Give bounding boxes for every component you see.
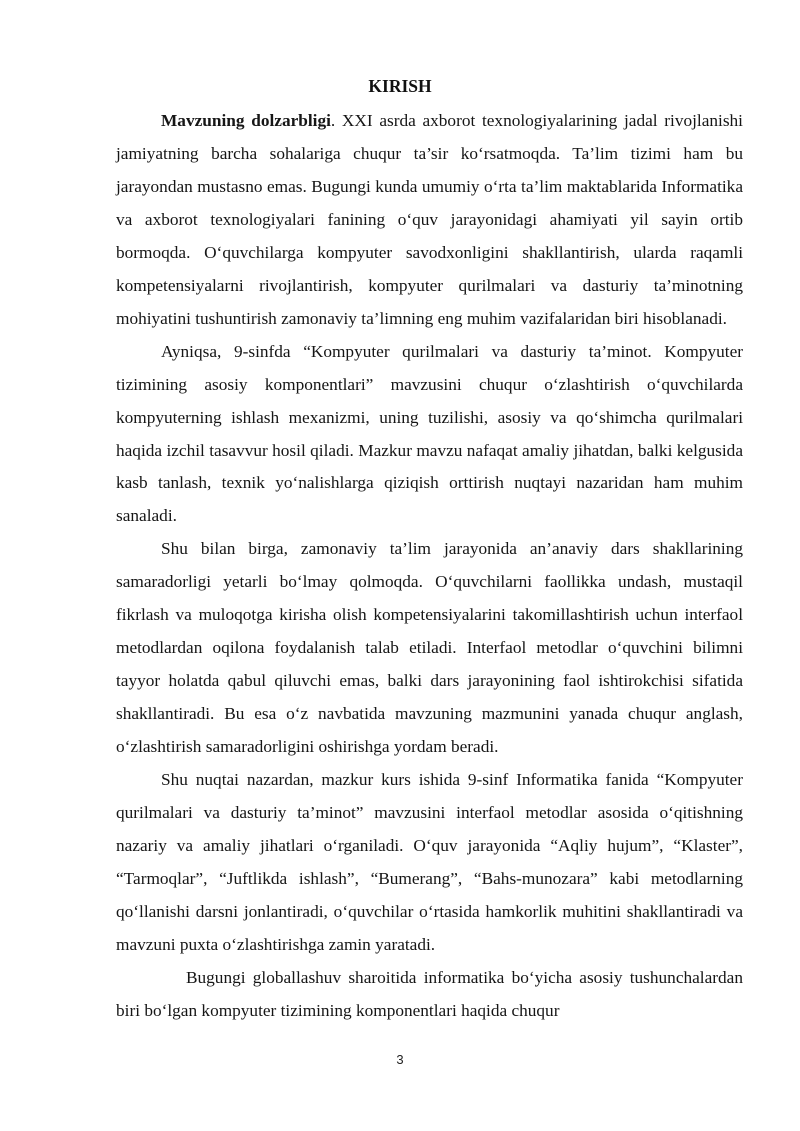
paragraph-text: Ayniqsa, 9-sinfda “Kompyuter qurilmalari va dasturiy ta’minot. Kompyuter tizimining asosiy komponentlari” mavzusini chuqur o‘zlashtirish o‘quvchilarda kompyuterning ishlash mexanizmi, uning tuzilishi, asosiy va qo‘shimcha qurilmalari haqida izchil tasavvur hosil qiladi. Mazkur mavzu nafaqat amaliy jihatdan, balki kelgusida kasb tanlash, texnik yo‘nalishlarga qiziqish orttirish nuqtayi nazaridan ham muhim sanaladi. <box>116 341 743 526</box>
paragraph-text: Bugungi globallashuv sharoitida informatika bo‘yicha asosiy tushunchalardan biri bo‘lgan kompyuter tizimining komponentlari haqida chuqur <box>116 967 743 1020</box>
section-heading: KIRISH <box>368 76 432 96</box>
paragraph-grade-9-topic <box>116 336 743 534</box>
paragraph-relevance <box>116 105 743 336</box>
body-text <box>116 105 743 1028</box>
paragraph-interactive-methods <box>116 533 743 764</box>
paragraph-course-work <box>116 764 743 962</box>
paragraph-globalization <box>116 962 743 1028</box>
page-number: 3 <box>396 1052 404 1067</box>
paragraph-text: . XXI asrda axborot texnologiyalarining jadal rivojlanishi jamiyatning barcha sohalariga chuqur ta’sir ko‘rsatmoqda. Ta’lim tizimi ham bu jarayondan mustasno emas. Bugungi kunda umumiy o‘rta ta’lim maktablarida Informatika va axborot texnologiyalari fanining o‘quv jarayonidagi ahamiyati yil sayin ortib bormoqda. O‘quvchilarga kompyuter savodxonligini shakllantirish, ularda raqamli kompetensiyalarni rivojlantirish, kompyuter qurilmalari va dasturiy ta’minotning mohiyatini tushuntirish zamonaviy ta’limning eng muhim vazifalaridan biri hisoblanadi. <box>116 111 743 328</box>
paragraph-lead: Mavzuning dolzarbligi <box>161 111 331 130</box>
paragraph-text: Shu bilan birga, zamonaviy ta’lim jarayonida an’anaviy dars shakllarining samaradorligi yetarli bo‘lmay qolmoqda. O‘quvchilarni faollikka undash, mustaqil fikrlash va muloqotga kirisha olish kompetensiyalarini takomillashtirish uchun interfaol metodlardan oqilona foydalanish talab etiladi. Interfaol metodlar o‘quvchini bilimni tayyor holatda qabul qiluvchi emas, balki dars jarayonining faol ishtirokchisi sifatida shakllantiradi. Bu esa o‘z navbatida mavzuning mazmunini yanada chuqur anglash, o‘zlashtirish samaradorligini oshirishga yordam beradi. <box>116 539 743 757</box>
paragraph-text: Shu nuqtai nazardan, mazkur kurs ishida 9-sinf Informatika fanida “Kompyuter qurilmalari va dasturiy ta’minot” mavzusini interfaol metodlar asosida o‘qitishning nazariy va amaliy jihatlari o‘rganiladi. O‘quv jarayonida “Aqliy hujum”, “Klaster”, “Tarmoqlar”, “Juftlikda ishlash”, “Bumerang”, “Bahs-munozara” kabi metodlarning qo‘llanishi darsni jonlantiradi, o‘quvchilar o‘rtasida hamkorlik muhitini shakllantiradi va mavzuni puxta o‘zlashtirishga zamin yaratadi. <box>116 770 743 954</box>
